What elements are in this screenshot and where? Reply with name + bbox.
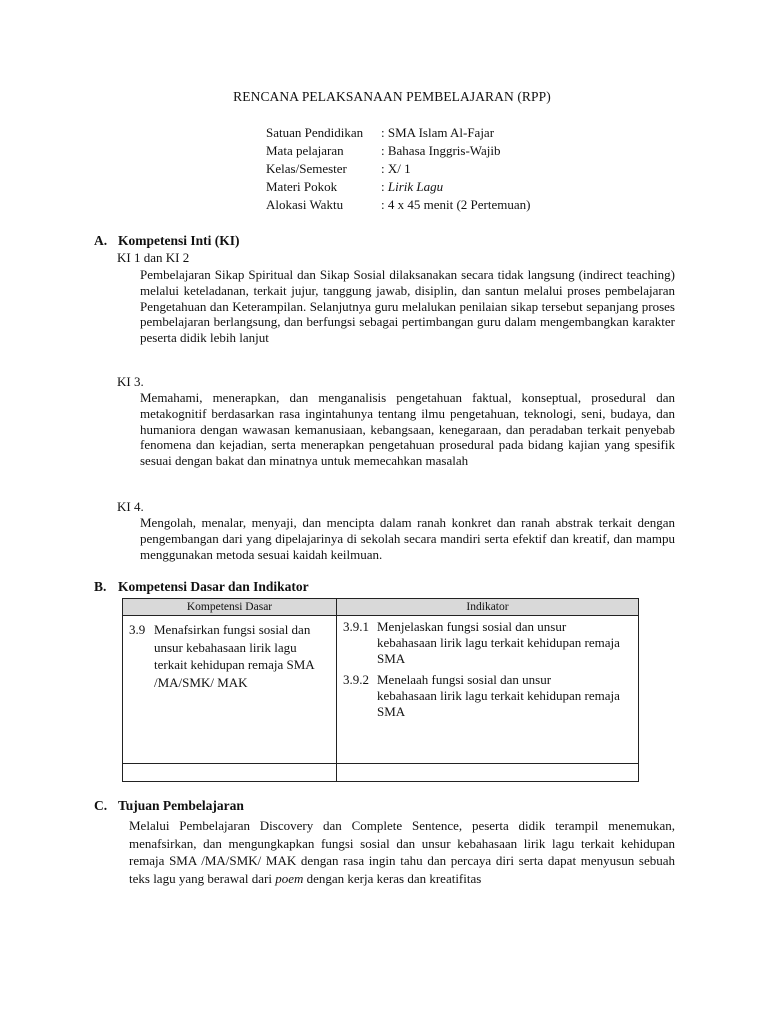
meta-label: Satuan Pendidikan (266, 125, 364, 140)
indicator-rest: kebahasaan lirik lagu terkait kehidupan remaja SMA (377, 688, 620, 719)
kd-number: 3.9 (129, 622, 146, 637)
objective-text: Melalui Pembelajaran Discovery dan Complete Sentence, peserta didik terampil menemukan, menafsirkan, dan mengungkapkan fungsi sosial dan unsur kebahasaan lirik lagu terkait kehidupan remaja SMA /MA/SMK/ MAK dengan rasa ingin tahu dan percaya diri serta dapat menyusun sebuah teks lagu yang berawal dari (129, 818, 675, 886)
ki3-paragraph: Memahami, menerapkan, dan menganalisis pengetahuan faktual, konseptual, prosedural dan metakognitif berdasarkan rasa ingintahunya tentang ilmu pengetahuan, teknologi, seni, budaya, dan humaniora dengan wawasan kemanusiaan, kebangsaan, kenegaraan, dan peradaban terkait penyebab fenomena dan kejadian, serta menerapkan pengetahuan prosedural pada bidang kajian yang spesifik sesuai dengan bakat dan minatnya untuk memecahkan masalah (140, 390, 675, 469)
section-title: Kompetensi Dasar dan Indikator (118, 579, 309, 594)
meta-value: : 4 x 45 menit (2 Pertemuan) (381, 197, 531, 212)
empty-cell (337, 764, 639, 782)
kd-cell (123, 616, 337, 764)
indicator-first-line: Menjelaskan fungsi sosial dan unsur (377, 619, 567, 634)
section-letter: B. (94, 579, 107, 594)
table-header-kd: Kompetensi Dasar (123, 599, 337, 616)
competency-table (122, 598, 639, 782)
section-b-heading (94, 579, 309, 596)
meta-value (381, 178, 686, 196)
meta-value: : Bahasa Inggris-Wajib (381, 143, 501, 158)
document-title: RENCANA PELAKSANAAN PEMBELAJARAN (RPP) (233, 89, 551, 104)
empty-cell (123, 764, 337, 782)
indicator-number: 3.9.2 (343, 672, 369, 688)
meta-value-italic: Lirik Lagu (387, 179, 444, 194)
meta-value: : X/ 1 (381, 161, 411, 176)
indicator-item (337, 616, 638, 666)
ki12-paragraph: Pembelajaran Sikap Spiritual dan Sikap Sosial dilaksanakan secara tidak langsung (indirect teaching) melalui keteladanan, terkait jujur, tanggung jawab, disiplin, dan santun melalui proses pembelajaran Pengetahuan dan Keterampilan. Selanjutnya guru melalukan penilaian sikap tersebut sepanjang proses pembelajaran berlangsung, dan berfungsi sebagai pertimbangan guru dalam mengembangkan karakter peserta didik lebih lanjut (140, 267, 675, 346)
indicator-rest: kebahasaan lirik lagu terkait kehidupan remaja SMA (377, 634, 620, 666)
meta-label: Materi Pokok (266, 179, 338, 194)
section-letter: C. (94, 798, 108, 813)
meta-label: Mata pelajaran (266, 143, 344, 158)
indicator-item (337, 666, 638, 719)
ki4-label: KI 4. (117, 499, 144, 514)
ki3-label: KI 3. (117, 374, 144, 389)
identity-block (266, 124, 686, 214)
table-row-empty (123, 764, 639, 782)
meta-label: Alokasi Waktu (266, 197, 344, 212)
table-header-row (123, 599, 639, 616)
kd-text: Menafsirkan fungsi sosial dan unsur kebahasaan lirik lagu terkait kehidupan remaja SMA /MA/SMK/ MAK (154, 622, 314, 690)
meta-value-prefix: : (381, 179, 388, 194)
indicator-text (377, 619, 632, 666)
table-row (123, 616, 639, 764)
section-title: Tujuan Pembelajaran (118, 798, 244, 813)
meta-row-subject (266, 142, 686, 160)
kd-item (123, 616, 336, 691)
indicator-first-line: Menelaah fungsi sosial dan unsur (377, 672, 552, 688)
objective-text-end: dengan kerja keras dan kreatifitas (303, 870, 482, 886)
objective-paragraph (129, 817, 675, 887)
indicator-text (377, 672, 632, 719)
meta-value: : SMA Islam Al-Fajar (381, 125, 495, 140)
indicator-number: 3.9.1 (343, 619, 369, 634)
table-header-indicator: Indikator (337, 599, 639, 616)
section-title: Kompetensi Inti (KI) (118, 233, 240, 248)
meta-label: Kelas/Semester (266, 161, 347, 176)
section-letter: A. (94, 233, 108, 248)
meta-row-class (266, 160, 686, 178)
section-c-heading (94, 798, 244, 815)
objective-italic-word: poem (275, 870, 304, 886)
meta-row-school (266, 124, 686, 142)
section-a-heading (94, 233, 240, 250)
ki4-paragraph: Mengolah, menalar, menyaji, dan mencipta dalam ranah konkret dan ranah abstrak terkait dengan pengembangan dari yang dipelajarinya di sekolah secara mandiri serta efektif dan kreatif, dan mampu menggunakan metoda sesuai kaidah keilmuan. (140, 515, 675, 562)
indicator-cell (337, 616, 639, 764)
meta-row-time (266, 196, 686, 214)
ki12-label: KI 1 dan KI 2 (117, 250, 190, 265)
meta-row-topic (266, 178, 686, 196)
